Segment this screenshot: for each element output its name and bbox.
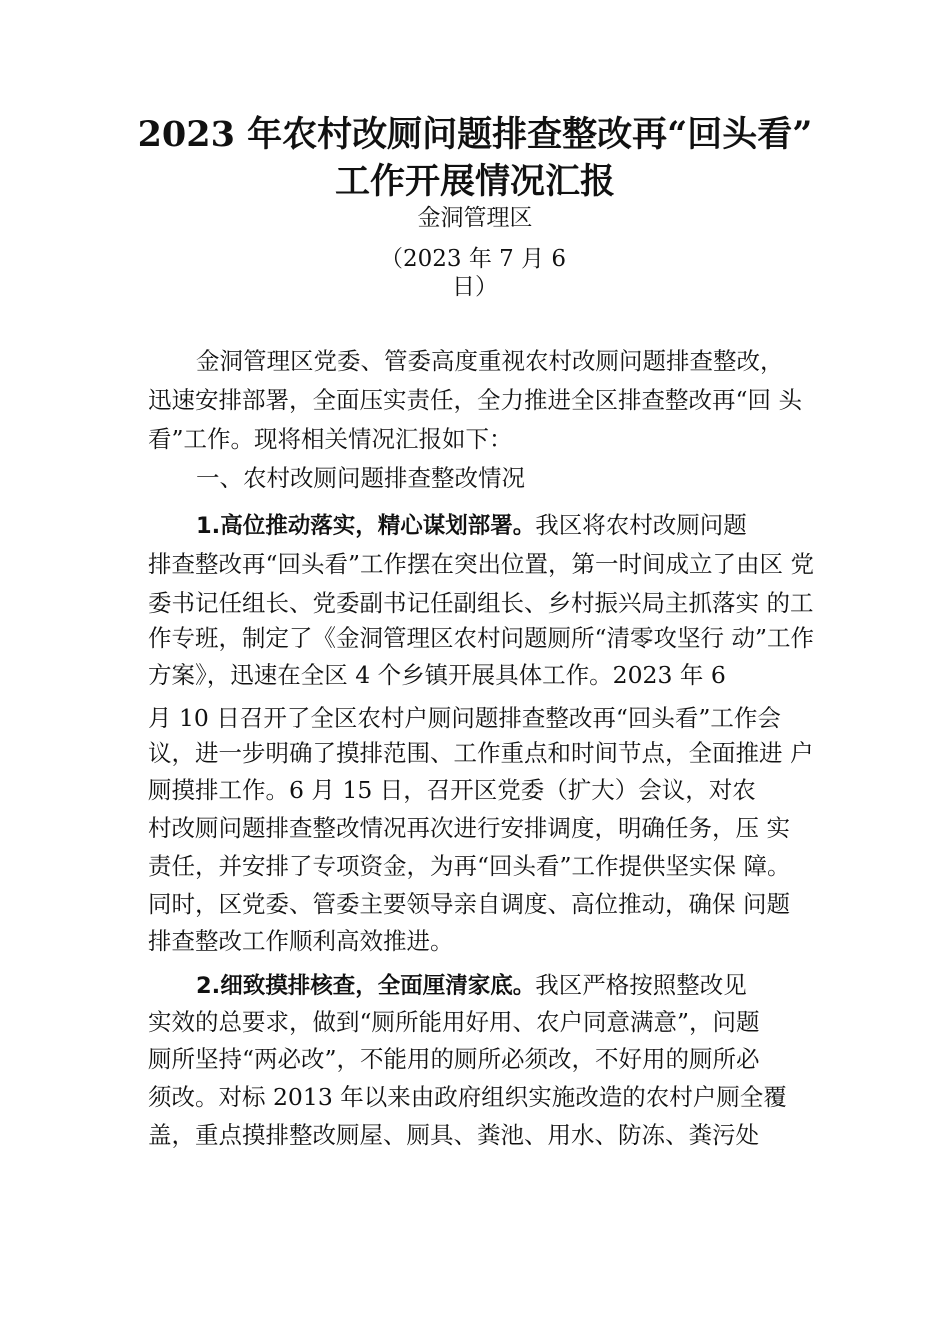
para1-line: 排查整改工作顺利高效推进。 xyxy=(148,927,454,955)
para1-line: 议，进一步明确了摸排范围、工作重点和时间节点，全面推进 户 xyxy=(148,739,814,767)
para1-line: 作专班，制定了《金洞管理区农村问题厕所“清零攻坚行 动”工作 xyxy=(148,624,814,652)
para1-line: 责任，并安排了专项资金，为再“回头看”工作提供坚实保 障。 xyxy=(148,852,791,880)
para1-line: 方案》，迅速在全区 4 个乡镇开展具体工作。2023 年 6 xyxy=(148,661,726,689)
document-date-line2: 日） xyxy=(452,274,498,300)
para1-lead-rest: 我区将农村改厕问题 xyxy=(535,511,747,539)
document-title-line1: 2023 年农村改厕问题排查整改再“回头看” xyxy=(137,114,813,155)
intro-line: 金洞管理区党委、管委高度重视农村改厕问题排查整改， xyxy=(196,347,784,375)
para2-lead-bold: 2.细致摸排核查，全面厘清家底。 xyxy=(196,973,536,999)
para1-line: 月 10 日召开了全区农村户厕问题排查整改再“回头看”工作会 xyxy=(148,704,781,732)
para2-lead-rest: 我区严格按照整改见 xyxy=(535,971,747,999)
intro-line: 看”工作。现将相关情况汇报如下： xyxy=(148,425,513,453)
para1-first-line xyxy=(196,510,747,541)
para2-first-line xyxy=(196,970,747,1001)
para1-line: 委书记任组长、党委副书记任副组长、乡村振兴局主抓落实 的工 xyxy=(148,589,814,617)
document-title-line2: 工作开展情况汇报 xyxy=(334,161,615,202)
para1-line: 厕摸排工作。6 月 15 日，召开区党委（扩大）会议，对农 xyxy=(148,776,756,804)
issuing-organization: 金洞管理区 xyxy=(417,205,533,231)
para2-line: 实效的总要求，做到“厕所能用好用、农户同意满意”，问题 xyxy=(148,1008,760,1036)
para2-line: 厕所坚持“两必改”，不能用的厕所必须改，不好用的厕所必 xyxy=(148,1045,760,1073)
intro-line: 迅速安排部署，全面压实责任，全力推进全区排查整改再“回 头 xyxy=(148,386,802,414)
para1-line: 村改厕问题排查整改情况再次进行安排调度，明确任务，压 实 xyxy=(148,814,790,842)
para1-line: 排查整改再“回头看”工作摆在突出位置，第一时间成立了由区 党 xyxy=(148,550,814,578)
para2-line: 须改。对标 2013 年以来由政府组织实施改造的农村户厕全覆 xyxy=(148,1083,787,1111)
section-heading: 一、农村改厕问题排查整改情况 xyxy=(196,464,525,492)
para2-line: 盖，重点摸排整改厕屋、厕具、粪池、用水、防冻、粪污处 xyxy=(148,1121,759,1149)
document-date-line1: （2023 年 7 月 6 xyxy=(380,246,567,272)
para1-line: 同时，区党委、管委主要领导亲自调度、高位推动，确保 问题 xyxy=(148,890,790,918)
para1-lead-bold: 1.高位推动落实，精心谋划部署。 xyxy=(196,513,536,539)
